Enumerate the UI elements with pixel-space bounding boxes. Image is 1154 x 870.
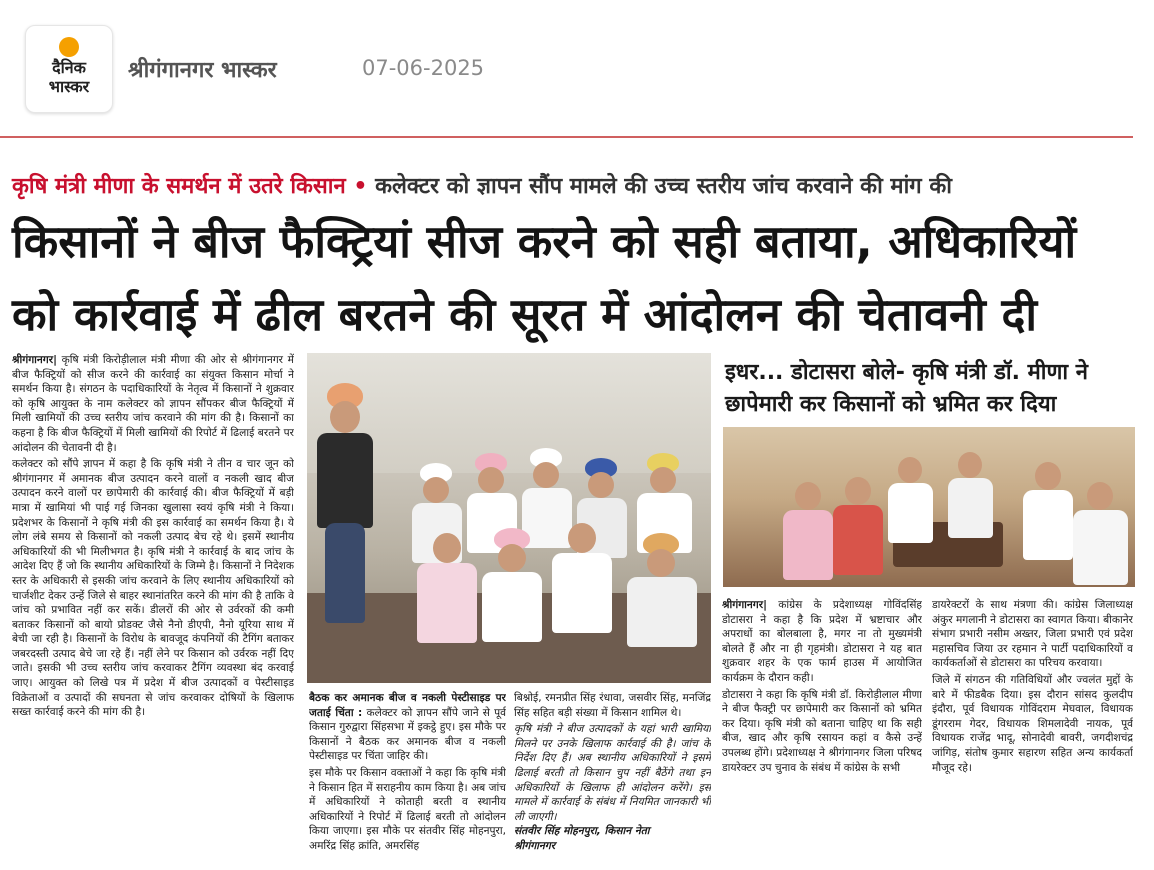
kurta xyxy=(482,572,542,642)
headline-line-1: किसानों ने बीज फैक्ट्रियां सीज करने को सही बताया, अधिकारियों xyxy=(12,215,1077,268)
farmers-meeting-photo xyxy=(307,353,711,683)
paragraph: कलेक्टर को सौंपे ज्ञापन में कहा है कि कृषि मंत्री ने तीन व चार जून को श्रीगंगानगर में अमानक बीज उत्पादन करने वालों व नकली खाद बीज उत्पादन करने वालों पर छापेमारी की कार्रवाई की। बीज फैक्ट्रियों में बड़ी मात्रा में खामियां भी पाई गई जिनका खुलासा स्वयं कृषि मंत्री ने किया। प्रदेशभर के किसानों ने कृषि मंत्री की इस कार्रवाई का समर्थन किया है। ये लोग लंबे समय से किसानों को नकली उत्पाद बेच रहे थे। इसमें स्थानीय अधिकारियों की भी मिलीभगत है। कृषि मंत्री ने कार्रवाई के बाद जांच के आदेश दिए हैं जो कि स्थानीय अधिकारियों के जिम्मे है। किसानों ने निदेशक स्तर के अधिकारी से इसकी जांच करवाने के लिए स्थानीय अधिकारियों को चार्जशीट देकर उन्हें जिले से बाहर स्थानांतरित करने की मांग की है ताकि वे जांच को प्रभावित नहीं कर सकें। डीलरों की ओर से उर्वरकों की कमी बताकर किसानों को बायो प्रोडक्ट जैसे नैनो डीएपी, नैनो यूरिया साथ में बेची जा रही है। किसानों के विरोध के बावजूद कंपनियों की टैगिंग बताकर जबरदस्ती उत्पाद बेचे जा रहे हैं। नहीं लेने पर किसान को उर्वरक नहीं दिए जाते। इसकी भी उच्च स्तरीय जांच करवाकर टैगिंग व्यवस्था बंद करवाई जाए। आयुक्त को लिखे पत्र में प्रदेश में बीज उत्पादकों व पेस्टीसाइड विक्रेताओं व उत्पादों की सघनता से जांच करवाकर दोषियों के खिलाफ सख्त कार्रवाई करने की मांग की है। xyxy=(12,458,294,719)
paragraph: डोटासरा ने कहा कि कृषि मंत्री डॉ. किरोड़ीलाल मीणा ने बीज फैक्ट्री पर छापेमारी कर किसानों को भ्रमित कर दिया। कृषि मंत्री को बताना चाहिए था कि सही बीज, खाद और कृषि रसायन कहां व कैसे उन्हें उपलब्ध होंगे। प्रदेशाध्यक्ष ने श्रीगंगानगर जिला परिषद डायरेक्टर उप चुनाव के संबंध में कांग्रेस के सभी xyxy=(722,688,922,774)
sun-icon xyxy=(59,37,79,57)
clothing xyxy=(783,510,833,580)
kicker-line xyxy=(12,170,1142,200)
kurta xyxy=(552,553,612,633)
article-column-2 xyxy=(309,691,506,866)
head xyxy=(588,472,614,498)
kurta xyxy=(417,563,477,643)
head xyxy=(423,477,449,503)
article-column-3 xyxy=(514,691,711,866)
paragraph: जिले में संगठन की गतिविधियों और ज्वलंत मुद्दों के बारे में फीडबैक दिया। इस दौरान सांसद कुलदीप इंदौरा, पूर्व विधायक गोविंदराम मेघवाल, विधायक डूंगरराम गेदर, विधायक शिमलादेवी नायक, पूर्व विधायक राजेंद्र भादू, सोनादेवी बावरी, जगदीशचंद्र जांगिड़, संतोष कुमार सहारण सहित अन्य कार्यकर्ता मौजूद रहे। xyxy=(932,673,1133,774)
side-story-column-2 xyxy=(932,598,1133,866)
paragraph xyxy=(722,598,922,686)
edition-name: श्रीगंगानगर भास्कर xyxy=(128,58,277,83)
kurta xyxy=(627,577,697,647)
paragraph: डायरेक्टरों के साथ मंत्रणा की। कांग्रेस जिलाध्यक्ष अंकुर मगलानी ने डोटासरा का स्वागत किया। बीकानेर संभाग प्रभारी नसीम अख्तर, जिला प्रभारी एवं प्रदेश महासचिव जिया उर रहमान ने पार्टी पदाधिकारियों व कार्यकर्ताओं से डोटासरा का परिचय करवाया। xyxy=(932,599,1133,670)
seated-person xyxy=(1023,462,1073,562)
header-divider xyxy=(0,136,1133,138)
clothing xyxy=(888,483,933,543)
head xyxy=(795,482,821,510)
seated-farmer xyxy=(417,533,477,653)
clothing xyxy=(1023,490,1073,560)
quote-place: श्रीगंगानगर xyxy=(514,839,556,852)
quote-attribution: संतवीर सिंह मोहनपुरा, किसान नेता xyxy=(514,825,650,838)
seated-person xyxy=(833,477,883,577)
newspaper-logo xyxy=(25,25,113,113)
seated-farmer xyxy=(627,533,697,653)
paragraph-text: कृषि मंत्री किरोड़ीलाल मंत्री मीणा की ओर से श्रीगंगानगर में बीज फैक्ट्रियों को सीज करने की कार्रवाई का संयुक्त किसान मोर्चा ने समर्थन किया है। संगठन के पदाधिकारियों के नेतृत्व में किसानों ने शुक्रवार को कृषि आयुक्त के नाम कलेक्टर को ज्ञापन सौंपकर बीज फैक्ट्रियों में मिली खामियों की उच्च स्तरीय जांच करवाने की मांग की है। किसानों का कहना है कि बीज फैक्ट्रियों में मिली खामियों की रिपोर्ट में ढिलाई बरतने पर आंदोलन की चेतावनी दी है। xyxy=(12,354,294,454)
seated-person xyxy=(948,452,993,542)
kicker-bullet: • xyxy=(353,174,368,199)
head xyxy=(533,462,559,488)
seated-farmer xyxy=(482,528,542,648)
logo-text-line2: भास्कर xyxy=(48,77,90,96)
head xyxy=(478,467,504,493)
head xyxy=(647,549,675,577)
shirt xyxy=(317,433,373,528)
article-column-1 xyxy=(12,353,294,865)
paragraph xyxy=(309,691,506,764)
dateline: श्रीगंगानगर| xyxy=(722,599,767,611)
standing-speaker xyxy=(315,383,385,633)
seated-person xyxy=(783,482,833,582)
section-lead: बैठक कर अमानक बीज व नकली पेस्टीसाइड पर जताई चिंता : xyxy=(309,692,506,719)
pull-quote xyxy=(514,722,711,853)
kicker-subtext: कलेक्टर को ज्ञापन सौंप मामले की उच्च स्तरीय जांच करवाने की मांग की xyxy=(375,174,952,199)
clothing xyxy=(1073,510,1128,585)
seated-farmer xyxy=(552,523,612,643)
head xyxy=(845,477,871,505)
head xyxy=(330,401,360,433)
trousers xyxy=(325,523,365,623)
paragraph: बिश्नोई, रमनप्रीत सिंह रंधावा, जसवीर सिंह, मनजिंद्र सिंह सहित बड़ी संख्या में किसान शामिल थे। xyxy=(514,692,711,719)
head xyxy=(433,533,461,563)
kicker-highlight: कृषि मंत्री मीणा के समर्थन में उतरे किसान xyxy=(12,174,346,199)
paragraph xyxy=(12,353,294,455)
head xyxy=(568,523,596,553)
seated-person xyxy=(888,457,933,547)
clothing xyxy=(948,478,993,538)
clothing xyxy=(833,505,883,575)
head xyxy=(958,452,982,478)
paragraph-text: कलेक्टर को ज्ञापन सौंपे जाने से पूर्व किसान गुरुद्वारा सिंहसभा में इकट्ठे हुए। इस मौके पर किसानों ने बैठक कर अमानक बीज व नकली पेस्टीसाइड पर चिंता जाहिर की। xyxy=(309,706,506,763)
head xyxy=(898,457,922,483)
seated-person xyxy=(1073,482,1128,587)
head xyxy=(1087,482,1113,510)
head xyxy=(1035,462,1061,490)
quote-text: कृषि मंत्री ने बीज उत्पादकों के यहां भारी खामियां मिलने पर उनके खिलाफ कार्रवाई की है। जांच के निर्देश दिए हैं। अब स्थानीय अधिकारियों ने इसमें ढिलाई बरती तो किसान चुप नहीं बैठेंगे तथा इन अधिकारियों के खिलाफ ही आंदोलन करेंगे। इस मामले में कार्रवाई के संबंध में नियमित जानकारी भी ली जाएगी। xyxy=(514,723,711,823)
logo-text-line1: दैनिक xyxy=(52,58,86,77)
head xyxy=(650,467,676,493)
head xyxy=(498,544,526,572)
headline-line-2: को कार्रवाई में ढील बरतने की सूरत में आंदोलन की चेतावनी दी xyxy=(12,288,1037,341)
paragraph-text: कांग्रेस के प्रदेशाध्यक्ष गोविंदसिंह डोटासरा ने कहा है कि प्रदेश में भ्रष्टाचार और अपराधों का बोलबाला है, मगर ना तो मुख्यमंत्री बोलते हैं और ना ही गृहमंत्री। डोटासरा ने यह बात शुक्रवार शहर के एक फार्म हाउस में आयोजित कार्यक्रम के दौरान कही। xyxy=(722,599,922,684)
publication-date: 07-06-2025 xyxy=(362,56,485,80)
side-story-headline: इधर... डोटासरा बोले- कृषि मंत्री डॉ. मीणा ने छापेमारी कर किसानों को भ्रमित कर दिया xyxy=(725,360,1088,417)
paragraph: इस मौके पर किसान वक्ताओं ने कहा कि कृषि मंत्री ने किसान हित में सराहनीय काम किया है। अब जांच में अधिकारियों ने कोताही बरती व स्थानीय अधिकारियों ने रिपोर्ट में ढिलाई बरती तो आंदोलन किया जाएगा। इस मौके पर संतवीर सिंह मोहनपुरा, अमरिंद्र सिंह क्रांति, अमरसिंह xyxy=(309,766,506,852)
side-story-column-1 xyxy=(722,598,922,866)
dateline: श्रीगंगानगर| xyxy=(12,354,57,366)
congress-meeting-photo xyxy=(723,427,1135,587)
